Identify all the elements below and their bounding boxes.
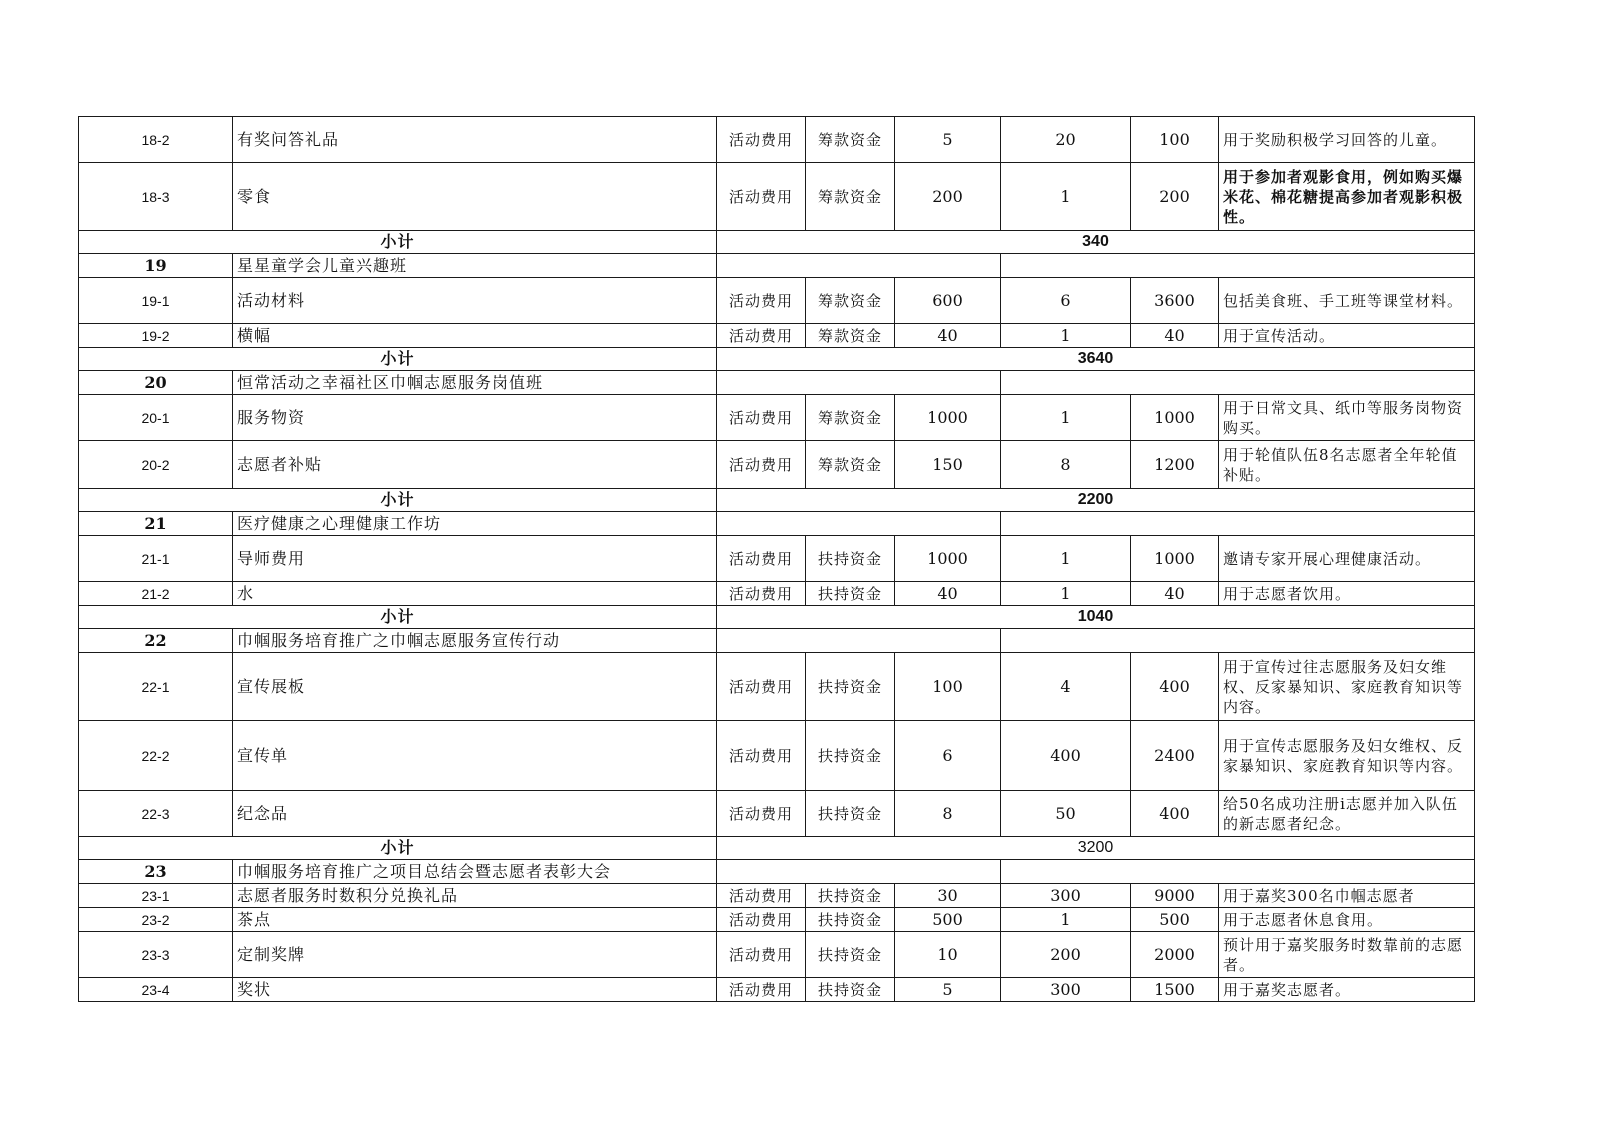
expense-type: 活动费用 (717, 884, 806, 908)
subtotal-value: 1040 (717, 606, 1475, 629)
fund-source: 筹款资金 (806, 278, 895, 324)
section-name: 巾帼服务培育推广之项目总结会暨志愿者表彰大会 (233, 860, 717, 884)
item-name: 宣传展板 (233, 653, 717, 721)
quantity: 200 (1001, 932, 1131, 978)
expense-type: 活动费用 (717, 721, 806, 791)
table-row (79, 324, 1475, 348)
quantity: 20 (1001, 117, 1131, 163)
item-note: 用于嘉奖300名巾帼志愿者 (1219, 884, 1475, 908)
item-note: 邀请专家开展心理健康活动。 (1219, 536, 1475, 582)
table-row (79, 163, 1475, 231)
item-note: 用于宣传过往志愿服务及妇女维权、反家暴知识、家庭教育知识等内容。 (1219, 653, 1475, 721)
expense-type: 活动费用 (717, 117, 806, 163)
unit-price: 500 (895, 908, 1001, 932)
item-code: 18-2 (79, 117, 233, 163)
item-name: 导师费用 (233, 536, 717, 582)
quantity: 1 (1001, 395, 1131, 441)
unit-price: 150 (895, 441, 1001, 489)
fund-source: 筹款资金 (806, 324, 895, 348)
item-name: 横幅 (233, 324, 717, 348)
table-row (79, 908, 1475, 932)
item-code: 20-2 (79, 441, 233, 489)
subtotal-label: 小计 (79, 606, 717, 629)
subtotal-row (79, 837, 1475, 860)
subtotal-label: 小计 (79, 231, 717, 254)
unit-price: 8 (895, 791, 1001, 837)
subtotal-value: 340 (717, 231, 1475, 254)
unit-price: 1000 (895, 536, 1001, 582)
section-blank-cell (717, 371, 1001, 395)
item-note: 用于嘉奖志愿者。 (1219, 978, 1475, 1002)
section-blank-cell (1001, 371, 1475, 395)
subtotal-row (79, 348, 1475, 371)
section-blank-cell (1001, 254, 1475, 278)
section-name: 巾帼服务培育推广之巾帼志愿服务宣传行动 (233, 629, 717, 653)
line-total: 9000 (1131, 884, 1219, 908)
unit-price: 5 (895, 117, 1001, 163)
fund-source: 扶持资金 (806, 721, 895, 791)
item-note: 用于志愿者饮用。 (1219, 582, 1475, 606)
item-note: 预计用于嘉奖服务时数靠前的志愿者。 (1219, 932, 1475, 978)
expense-type: 活动费用 (717, 278, 806, 324)
section-header-row (79, 254, 1475, 278)
section-code: 20 (79, 371, 233, 395)
subtotal-label: 小计 (79, 489, 717, 512)
expense-type: 活动费用 (717, 163, 806, 231)
subtotal-row (79, 489, 1475, 512)
line-total: 2400 (1131, 721, 1219, 791)
section-blank-cell (1001, 512, 1475, 536)
item-code: 22-3 (79, 791, 233, 837)
unit-price: 6 (895, 721, 1001, 791)
item-name: 奖状 (233, 978, 717, 1002)
item-note: 用于日常文具、纸巾等服务岗物资购买。 (1219, 395, 1475, 441)
line-total: 40 (1131, 582, 1219, 606)
line-total: 3600 (1131, 278, 1219, 324)
item-code: 23-1 (79, 884, 233, 908)
item-note: 包括美食班、手工班等课堂材料。 (1219, 278, 1475, 324)
subtotal-value: 3640 (717, 348, 1475, 371)
item-name: 活动材料 (233, 278, 717, 324)
quantity: 1 (1001, 536, 1131, 582)
table-row (79, 278, 1475, 324)
item-note: 用于奖励积极学习回答的儿童。 (1219, 117, 1475, 163)
fund-source: 扶持资金 (806, 536, 895, 582)
section-blank-cell (717, 512, 1001, 536)
expense-type: 活动费用 (717, 932, 806, 978)
line-total: 400 (1131, 791, 1219, 837)
item-name: 水 (233, 582, 717, 606)
line-total: 200 (1131, 163, 1219, 231)
quantity: 1 (1001, 324, 1131, 348)
subtotal-value: 3200 (717, 837, 1475, 860)
item-note: 用于志愿者休息食用。 (1219, 908, 1475, 932)
item-note: 用于参加者观影食用，例如购买爆米花、棉花糖提高参加者观影积极性。 (1219, 163, 1475, 231)
item-name: 零食 (233, 163, 717, 231)
quantity: 400 (1001, 721, 1131, 791)
item-name: 有奖问答礼品 (233, 117, 717, 163)
section-header-row (79, 629, 1475, 653)
item-code: 19-2 (79, 324, 233, 348)
unit-price: 40 (895, 324, 1001, 348)
expense-type: 活动费用 (717, 978, 806, 1002)
table-row (79, 791, 1475, 837)
quantity: 8 (1001, 441, 1131, 489)
item-code: 18-3 (79, 163, 233, 231)
quantity: 1 (1001, 582, 1131, 606)
line-total: 400 (1131, 653, 1219, 721)
quantity: 1 (1001, 908, 1131, 932)
item-code: 23-3 (79, 932, 233, 978)
item-note: 给50名成功注册i志愿并加入队伍的新志愿者纪念。 (1219, 791, 1475, 837)
unit-price: 30 (895, 884, 1001, 908)
expense-type: 活动费用 (717, 441, 806, 489)
subtotal-label: 小计 (79, 348, 717, 371)
section-code: 21 (79, 512, 233, 536)
unit-price: 40 (895, 582, 1001, 606)
table-body (79, 117, 1475, 1002)
fund-source: 筹款资金 (806, 117, 895, 163)
section-blank-cell (717, 860, 1001, 884)
table-row (79, 978, 1475, 1002)
fund-source: 扶持资金 (806, 978, 895, 1002)
table-row (79, 536, 1475, 582)
section-code: 22 (79, 629, 233, 653)
quantity: 1 (1001, 163, 1131, 231)
quantity: 6 (1001, 278, 1131, 324)
section-blank-cell (717, 254, 1001, 278)
section-name: 恒常活动之幸福社区巾帼志愿服务岗值班 (233, 371, 717, 395)
section-header-row (79, 512, 1475, 536)
table-row (79, 395, 1475, 441)
item-name: 服务物资 (233, 395, 717, 441)
section-blank-cell (1001, 629, 1475, 653)
table-row (79, 932, 1475, 978)
item-note: 用于宣传活动。 (1219, 324, 1475, 348)
section-code: 23 (79, 860, 233, 884)
section-code: 19 (79, 254, 233, 278)
expense-type: 活动费用 (717, 536, 806, 582)
quantity: 300 (1001, 884, 1131, 908)
table-row (79, 884, 1475, 908)
table-row (79, 582, 1475, 606)
quantity: 300 (1001, 978, 1131, 1002)
item-name: 宣传单 (233, 721, 717, 791)
table-row (79, 721, 1475, 791)
unit-price: 5 (895, 978, 1001, 1002)
fund-source: 扶持资金 (806, 653, 895, 721)
fund-source: 扶持资金 (806, 791, 895, 837)
section-blank-cell (1001, 860, 1475, 884)
unit-price: 1000 (895, 395, 1001, 441)
line-total: 1000 (1131, 395, 1219, 441)
fund-source: 扶持资金 (806, 908, 895, 932)
subtotal-label: 小计 (79, 837, 717, 860)
expense-type: 活动费用 (717, 653, 806, 721)
fund-source: 扶持资金 (806, 582, 895, 606)
line-total: 100 (1131, 117, 1219, 163)
line-total: 1200 (1131, 441, 1219, 489)
expense-type: 活动费用 (717, 908, 806, 932)
fund-source: 筹款资金 (806, 441, 895, 489)
table-row (79, 441, 1475, 489)
quantity: 4 (1001, 653, 1131, 721)
item-name: 纪念品 (233, 791, 717, 837)
item-code: 22-2 (79, 721, 233, 791)
table-row (79, 117, 1475, 163)
line-total: 1500 (1131, 978, 1219, 1002)
unit-price: 600 (895, 278, 1001, 324)
item-code: 19-1 (79, 278, 233, 324)
expense-type: 活动费用 (717, 791, 806, 837)
section-name: 医疗健康之心理健康工作坊 (233, 512, 717, 536)
fund-source: 扶持资金 (806, 932, 895, 978)
item-name: 茶点 (233, 908, 717, 932)
expense-type: 活动费用 (717, 324, 806, 348)
item-name: 志愿者补贴 (233, 441, 717, 489)
unit-price: 10 (895, 932, 1001, 978)
item-code: 23-4 (79, 978, 233, 1002)
line-total: 2000 (1131, 932, 1219, 978)
item-code: 21-2 (79, 582, 233, 606)
subtotal-value: 2200 (717, 489, 1475, 512)
fund-source: 筹款资金 (806, 395, 895, 441)
section-header-row (79, 860, 1475, 884)
expense-type: 活动费用 (717, 582, 806, 606)
quantity: 50 (1001, 791, 1131, 837)
line-total: 500 (1131, 908, 1219, 932)
line-total: 40 (1131, 324, 1219, 348)
item-name: 志愿者服务时数积分兑换礼品 (233, 884, 717, 908)
expense-type: 活动费用 (717, 395, 806, 441)
subtotal-row (79, 231, 1475, 254)
section-blank-cell (717, 629, 1001, 653)
budget-table (78, 116, 1475, 1002)
item-code: 22-1 (79, 653, 233, 721)
section-name: 星星童学会儿童兴趣班 (233, 254, 717, 278)
unit-price: 200 (895, 163, 1001, 231)
item-note: 用于轮值队伍8名志愿者全年轮值补贴。 (1219, 441, 1475, 489)
item-note: 用于宣传志愿服务及妇女维权、反家暴知识、家庭教育知识等内容。 (1219, 721, 1475, 791)
item-code: 20-1 (79, 395, 233, 441)
section-header-row (79, 371, 1475, 395)
fund-source: 筹款资金 (806, 163, 895, 231)
item-name: 定制奖牌 (233, 932, 717, 978)
subtotal-row (79, 606, 1475, 629)
unit-price: 100 (895, 653, 1001, 721)
table-row (79, 653, 1475, 721)
item-code: 21-1 (79, 536, 233, 582)
fund-source: 扶持资金 (806, 884, 895, 908)
item-code: 23-2 (79, 908, 233, 932)
line-total: 1000 (1131, 536, 1219, 582)
